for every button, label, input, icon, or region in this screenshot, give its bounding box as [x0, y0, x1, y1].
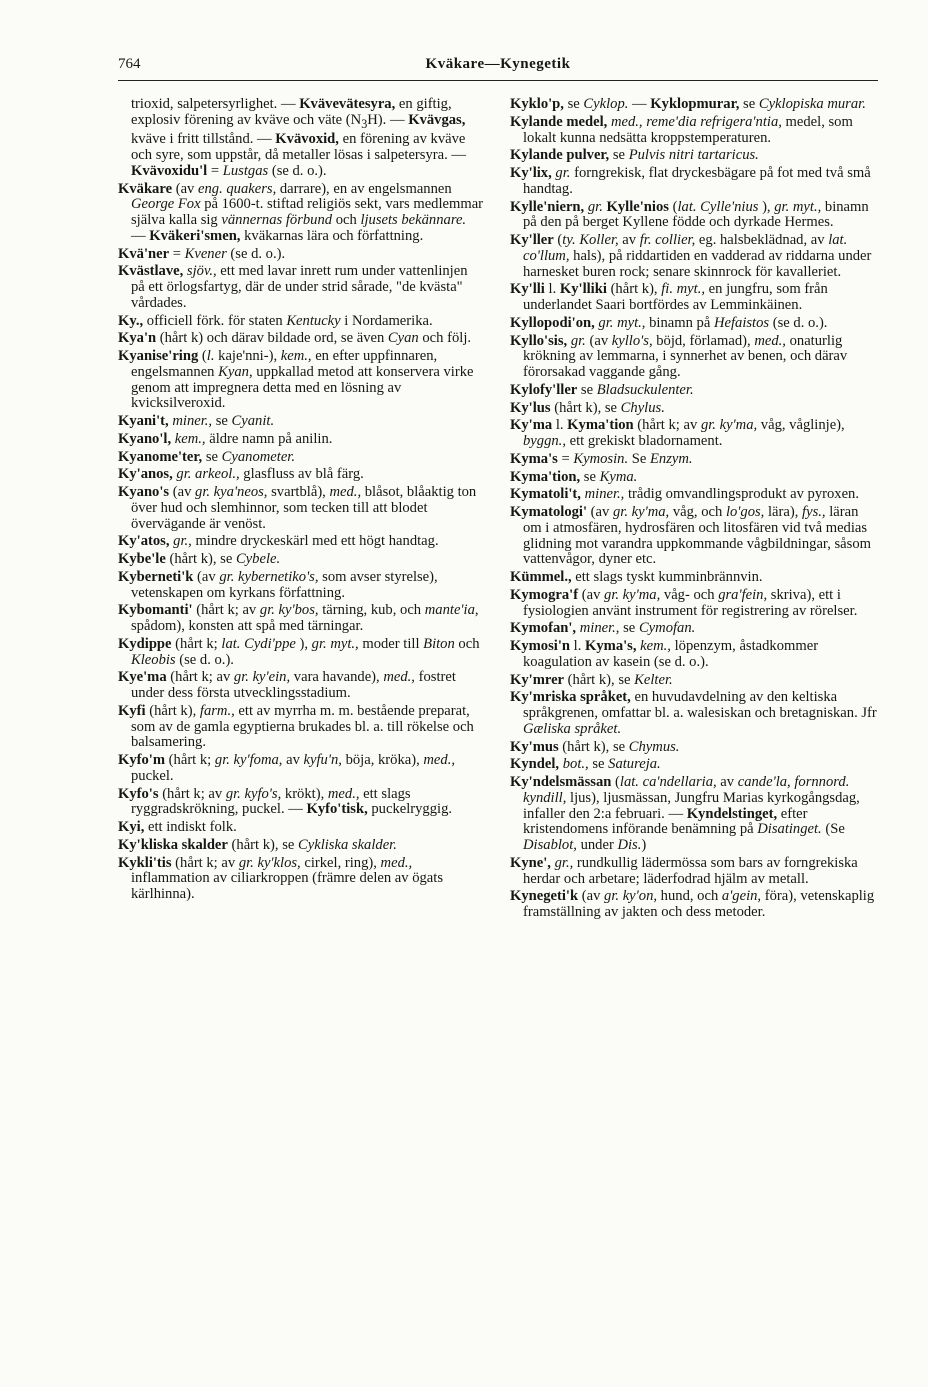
italic-term: bot., — [562, 756, 589, 773]
headword: Kümmel., — [510, 569, 572, 585]
headword: Kybomanti' — [118, 602, 193, 619]
dictionary-entry: Kväkare (av eng. quakers, darrare), en av engelsmannen George Fox på 1600-t. stiftad religiös sekt, vars medlemmar själva kalla sig vännernas förbund och ljusets bekännare. — Kväkeri'smen, kväkarnas lära och författning. — [118, 180, 484, 244]
page-number: 764 — [118, 56, 141, 72]
italic-term: med., — [383, 669, 415, 686]
italic-term: Kentucky — [286, 312, 341, 329]
headword: Kyndel, — [510, 756, 560, 773]
italic-term: med., — [327, 785, 360, 802]
headword: Kyfi — [118, 702, 146, 719]
headword: Kymofan', — [510, 620, 577, 637]
italic-term: lat. ca'ndellaria, — [619, 774, 717, 790]
italic-term: Dis. — [617, 837, 642, 853]
dictionary-entry: Kyfo'm (hårt k; gr. ky'foma, av kyfu'n, böja, kröka), med., puckel. — [118, 752, 456, 784]
headword: Kymatoli't, — [510, 486, 581, 503]
headword: Kvävoxidu'l — [131, 162, 208, 179]
headword: Kymosi'n — [510, 638, 571, 654]
headword: Ky'lliki — [559, 281, 607, 298]
italic-term: mante'ia, — [424, 602, 479, 619]
headword: Kyma's, — [585, 638, 637, 654]
headword: Ky'atos, — [118, 533, 170, 550]
italic-term: gr. arkeol., — [176, 466, 240, 483]
dictionary-entry: Kyanome'ter, se Cyanometer. — [118, 448, 296, 465]
italic-term: farm., — [199, 702, 235, 719]
page-header — [118, 56, 878, 81]
headword: Ky'mus — [510, 738, 559, 755]
dictionary-entry: Kymatoli't, miner., trådig omvandlingsprodukt av pyroxen. — [510, 486, 860, 503]
italic-term: med., — [754, 332, 786, 349]
italic-term: gr. ky'foma, — [214, 752, 283, 769]
headword: Kyma'tion — [567, 417, 634, 434]
dictionary-entry: Ky'ma l. Kyma'tion (hårt k; av gr. ky'ma, våg, våglinje), byggn., ett grekiskt bladornament. — [510, 417, 845, 449]
italic-term: Gæliska språket. — [523, 720, 622, 737]
headword: Kylande medel, — [510, 113, 608, 130]
italic-term: lat. Cylle'nius — [677, 198, 759, 215]
headword: Kvästlave, — [118, 263, 184, 280]
dictionary-entry: Ky'lli l. Ky'lliki (hårt k), fi. myt., en jungfru, som från underlandet Saari bortfördes av Lemminkäinen. — [510, 281, 828, 313]
headword: Kylofy'ller — [510, 381, 578, 398]
headword: Kyanise'ring — [118, 348, 199, 365]
dictionary-entry: Kykli'tis (hårt k; av gr. ky'klos, cirkel, ring), med., inflammation av ciliarkroppen (främre delen av ögats kärlhinna). — [118, 854, 444, 903]
dictionary-entry: Ky'lix, gr. forngrekisk, flat dryckesbägare på fot med två små handtag. — [510, 165, 871, 197]
dictionary-entry: Kya'n (hårt k) och därav bildade ord, se även Cyan och följ. — [118, 330, 472, 347]
dictionary-entry: trioxid, salpetersyrlighet. — Kvävevätesyra, en giftig, explosiv förening av kväve och väte $(N_3H)$. — Kvävgas, kväve i fritt tillstånd. — Kvävoxid, en förening av kväve och syre, som uppstår, då metaller lösas i salpetersyra. — Kvävoxidu'l = Lustgas (se d. o.). — [131, 96, 466, 179]
italic-term: lo'gos, — [725, 504, 765, 520]
headword: Kyi, — [118, 819, 145, 836]
italic-term: Disablot, — [523, 837, 577, 853]
dictionary-entry: Kyllo'sis, gr. (av kyllo's, böjd, förlamad), med., onaturlig krökning av lemmarna, i synnerhet av benen, och därav förorsakad vaggande gång. — [510, 332, 848, 380]
italic-term: Bladsuckulenter. — [596, 381, 694, 398]
subscript: 3 — [361, 116, 368, 131]
italic-term: gr. — [587, 198, 603, 215]
headword: Kvävgas, — [408, 111, 466, 128]
headword: Kyberneti'k — [118, 568, 194, 585]
italic-term: Cyklopiska murar. — [758, 96, 866, 112]
dictionary-entry: Kümmel., ett slags tyskt kumminbrännvin. — [510, 569, 763, 585]
italic-term: Chymus. — [628, 738, 680, 755]
italic-term: fr. collier, — [639, 232, 696, 248]
dictionary-entry: Kyani't, miner., se Cyanit. — [118, 413, 275, 430]
italic-term: Enzym. — [650, 450, 693, 467]
headword: Kyndelstinget, — [686, 805, 778, 822]
italic-term: Cyan — [387, 330, 419, 347]
headword: Kyma'tion, — [510, 468, 581, 485]
headword: Ky'mrer — [510, 671, 565, 688]
italic-term: Cyanit. — [231, 413, 275, 430]
dictionary-entry: Ky'lus (hårt k), se Chylus. — [510, 399, 665, 416]
left-column — [118, 97, 484, 905]
italic-term: gr. ky'on, — [604, 888, 658, 905]
italic-term: l. — [206, 348, 215, 365]
italic-term: gr. — [570, 332, 586, 349]
headword: Kvävevätesyra, — [299, 96, 396, 112]
italic-term: Satureja. — [608, 756, 661, 773]
italic-term: Kyma. — [599, 468, 638, 485]
headword: Ky'lus — [510, 399, 551, 416]
italic-term: Disatinget. — [757, 821, 822, 838]
dictionary-entry: Kyano's (av gr. kya'neos, svartblå), med., blåsot, blåaktig ton över hud och slemhinnor, som tecken till att blodet övervägande är venöst. — [118, 484, 477, 532]
dictionary-entry: Ky'mrer (hårt k), se Kelter. — [510, 671, 673, 688]
italic-term: sjöv., — [186, 263, 217, 280]
italic-term: gr. ky'ma, — [700, 417, 758, 434]
dictionary-entry: Ky'atos, gr., mindre dryckeskärl med ett högt handtag. — [118, 533, 439, 550]
headword: Kyklo'p, — [510, 96, 564, 112]
headword: Kydippe — [118, 635, 172, 652]
headword: Kylle'nios — [606, 198, 669, 215]
italic-term: gr. kybernetiko's, — [219, 568, 319, 585]
italic-term: gr. ky'bos, — [259, 602, 319, 619]
italic-term: lat. co'llum, — [523, 232, 848, 264]
dictionary-entry: Kymofan', miner., se Cymofan. — [510, 620, 696, 637]
dictionary-entry: Kye'ma (hårt k; av gr. ky'ein, vara havande), med., fostret under dess första utvecklingsstadium. — [118, 669, 456, 702]
italic-term: Pulvis nitri tartaricus. — [628, 147, 759, 164]
italic-term: kem., — [640, 638, 671, 654]
dictionary-entry: Ky'anos, gr. arkeol., glasfluss av blå färg. — [118, 466, 364, 483]
italic-term: med., — [329, 484, 362, 501]
italic-term: gr. kya'neos, — [195, 484, 268, 501]
italic-term: kyfu'n, — [303, 752, 342, 769]
italic-term: Chylus. — [620, 399, 665, 416]
italic-term: Hefaistos — [713, 314, 770, 331]
dictionary-entry: Kyklo'p, se Cyklop. — Kyklopmurar, se Cyklopiska murar. — [510, 96, 866, 112]
headword: Kyklopmurar, — [650, 96, 740, 112]
italic-term: byggn., — [523, 433, 566, 449]
headword: Kykli'tis — [118, 854, 172, 871]
italic-term: Kyan, — [218, 363, 253, 380]
italic-term: ty. Koller, — [562, 232, 619, 248]
headword: Kylande pulver, — [510, 147, 610, 164]
italic-term: med., — [423, 752, 456, 769]
dictionary-entry: Kyi, ett indiskt folk. — [118, 819, 237, 836]
italic-term: Cymofan. — [638, 620, 696, 637]
italic-term: ljusets bekännare. — [360, 212, 467, 229]
headword: Kye'ma — [118, 669, 167, 686]
italic-term: gr., — [173, 533, 192, 550]
dictionary-entry: Ky'mriska språket, en huvudavdelning av den keltiska språkgrenen, omfattar bl. a. walesiskan och bretagniskan. Jfr Gæliska språket. — [510, 689, 877, 737]
headword: Kyma's — [510, 450, 558, 467]
headword: Kynegeti'k — [510, 888, 579, 905]
running-head: Kväkare—Kynegetik — [425, 56, 571, 72]
headword: Kyfo's — [118, 785, 159, 802]
dictionary-entry: Kyne', gr., rundkullig lädermössa som bars av forngrekiska herdar och arbetare; läderfodrad hjälm av metall. — [510, 854, 858, 887]
italic-term: a'gein, — [721, 888, 762, 905]
italic-term: lat. Cydi'ppe — [221, 635, 296, 652]
italic-term: Biton — [423, 635, 455, 652]
dictionary-entry: Kylle'niern, gr. Kylle'nios (lat. Cylle'nius ), gr. myt., binamn på den på berget Kyllene födde och dyrkade Hermes. — [510, 198, 869, 231]
dictionary-entry: Kyanise'ring (l. kaje'nni-), kem., en efter uppfinnaren, engelsmannen Kyan, uppkallad metod att konservera virke genom att impregnera detta med en lösning av kvicksilveroxid. — [118, 348, 474, 412]
headword: Kybe'le — [118, 551, 166, 568]
dictionary-entry: Kylande pulver, se Pulvis nitri tartaricus. — [510, 147, 759, 164]
italic-term: kem., — [174, 430, 206, 447]
dictionary-entry: Kybe'le (hårt k), se Cybele. — [118, 551, 281, 568]
italic-term: vännernas förbund — [221, 212, 333, 229]
dictionary-entry: Kvä'ner = Kvener (se d. o.). — [118, 245, 286, 262]
headword: Ky'lix, — [510, 165, 552, 181]
headword: Kyanome'ter, — [118, 448, 203, 465]
dictionary-entry: Kyfo's (hårt k; av gr. kyfo's, krökt), med., ett slags ryggradskrökning, puckel. — Kyfo'tisk, puckelryggig. — [118, 785, 453, 818]
italic-term: gr. myt., — [598, 314, 646, 331]
italic-term: Kleobis — [131, 651, 176, 668]
italic-term: gr. kyfo's, — [225, 785, 282, 802]
dictionary-entry: Kyndel, bot., se Satureja. — [510, 756, 661, 773]
italic-term: miner., — [172, 413, 213, 430]
italic-term: cande'la, fornnord. kyndill, — [523, 774, 850, 806]
headword: Kyano's — [118, 484, 170, 501]
italic-term: kem., — [280, 348, 312, 365]
dictionary-entry: Ky'ller (ty. Koller, av fr. collier, eg. halsbeklädnad, av lat. co'llum, hals), på riddartiden en vadderad av riddarna under harnesket buren rock; senare skinnrock för kavalleriet. — [510, 232, 872, 280]
italic-term: George Fox — [131, 196, 201, 213]
headword: Ky'anos, — [118, 466, 173, 483]
headword: Kyne', — [510, 854, 551, 871]
headword: Ky'ma — [510, 417, 553, 434]
headword: Kyllo'sis, — [510, 332, 568, 349]
italic-term: Cyanometer. — [221, 448, 296, 465]
dictionary-entry: Kyma'tion, se Kyma. — [510, 468, 638, 485]
headword: Kvä'ner — [118, 245, 170, 262]
italic-term: gr., — [554, 854, 574, 871]
italic-term: Cyklop. — [583, 96, 629, 112]
headword: Ky'ller — [510, 232, 554, 248]
headword: Ky'mriska språket, — [510, 689, 631, 706]
headword: Kyano'l, — [118, 430, 172, 447]
italic-term: kyllo's, — [611, 332, 653, 349]
dictionary-entry: Kyano'l, kem., äldre namn på anilin. — [118, 430, 333, 447]
headword: Ky'kliska skalder — [118, 836, 228, 853]
italic-term: gr. myt., — [311, 635, 359, 652]
italic-term: Lustgas — [222, 162, 269, 179]
italic-term: gr. ky'klos, — [238, 854, 301, 871]
dictionary-entry: Kyberneti'k (av gr. kybernetiko's, som avser styrelse), vetenskapen om kyrkans författning. — [118, 568, 438, 601]
dictionary-entry: Ky., officiell förk. för staten Kentucky i Nordamerika. — [118, 312, 433, 329]
dictionary-entry: Kymogra'f (av gr. ky'ma, våg- och gra'fein, skriva), ett i fysiologien använt instrument för registrering av rörelser. — [510, 586, 858, 619]
italic-term: fys., — [802, 504, 826, 520]
dictionary-entry: Kynegeti'k (av gr. ky'on, hund, och a'gein, föra), vetenskaplig framställning av jakten och dess metoder. — [510, 888, 875, 920]
italic-term: Cybele. — [235, 551, 281, 568]
dictionary-entry: Kyllopodi'on, gr. myt., binamn på Hefaistos (se d. o.). — [510, 314, 828, 331]
italic-term: gr. — [555, 165, 571, 181]
dictionary-entry: Kyfi (hårt k), farm., ett av myrrha m. m. bestående preparat, som av de gamla egyptierna brukades bl. a. till rökelse och balsamering. — [118, 702, 474, 751]
dictionary-entry: Ky'kliska skalder (hårt k), se Cykliska skalder. — [118, 836, 397, 853]
headword: Ky'ndelsmässan — [510, 774, 612, 790]
headword: Kväkeri'smen, — [149, 227, 241, 244]
italic-term: fi. myt., — [661, 281, 706, 298]
headword: Kvävoxid, — [275, 131, 339, 148]
italic-term: gra'fein, — [718, 586, 768, 603]
italic-term: miner., — [579, 620, 620, 637]
italic-term: gr. ky'ma, — [604, 586, 661, 603]
headword: Kyfo'tisk, — [306, 801, 368, 818]
headword: Kyfo'm — [118, 752, 166, 769]
headword: Kymogra'f — [510, 586, 579, 603]
italic-term: gr. ky'ein, — [233, 669, 291, 686]
dictionary-entry: Ky'mus (hårt k), se Chymus. — [510, 738, 680, 755]
italic-term: eng. quakers, — [198, 180, 277, 197]
right-column — [510, 97, 878, 923]
dictionary-entry: Kylande medel, med., reme'dia refrigera'ntia, medel, som lokalt kunna nedsätta kroppstemperaturen. — [510, 113, 853, 146]
italic-term: gr. ky'ma, — [612, 504, 670, 520]
headword: Kväkare — [118, 180, 173, 197]
italic-term: miner., — [584, 486, 625, 503]
dictionary-entry: Kyma's = Kymosin. Se Enzym. — [510, 450, 693, 467]
dictionary-entry: Kvästlave, sjöv., ett med lavar inrett rum under vattenlinjen på ett örlogsfartyg, där de under strid sårade, "de kvästa" vårdades. — [118, 263, 468, 311]
headword: Kyllopodi'on, — [510, 314, 595, 331]
italic-term: med., reme'dia refrigera'ntia, — [610, 113, 782, 130]
dictionary-entry: Ky'ndelsmässan (lat. ca'ndellaria, av cande'la, fornnord. kyndill, ljus), ljusmässan, Jungfru Marias kyrkogångsdag, infaller den 2:a februari. — Kyndelstinget, efter kristendomens införande benämning på Disatinget. (Se Disablot, under Dis.) — [510, 774, 860, 853]
headword: Kymatologi' — [510, 504, 588, 520]
headword: Kyani't, — [118, 413, 169, 430]
italic-term: Kvener — [184, 245, 227, 262]
italic-term: Cykliska skalder. — [298, 836, 397, 853]
headword: Ky'lli — [510, 281, 545, 298]
italic-term: Kymosin. — [573, 450, 629, 467]
italic-term: gr. myt., — [774, 198, 822, 215]
dictionary-entry: Kymosi'n l. Kyma's, kem., löpenzym, åstadkommer koagulation av kasein (se d. o.). — [510, 638, 819, 670]
headword: Ky., — [118, 312, 144, 329]
dictionary-entry: Kydippe (hårt k; lat. Cydi'ppe ), gr. myt., moder till Biton och Kleobis (se d. o.). — [118, 635, 480, 668]
dictionary-entry: Kylofy'ller se Bladsuckulenter. — [510, 381, 694, 398]
headword: Kya'n — [118, 330, 157, 347]
headword: Kylle'niern, — [510, 198, 585, 215]
dictionary-entry: Kybomanti' (hårt k; av gr. ky'bos, tärning, kub, och mante'ia, spådom), konsten att spå med tärningar. — [118, 602, 479, 635]
dictionary-entry: Kymatologi' (av gr. ky'ma, våg, och lo'gos, lära), fys., läran om i atmosfären, hydrosfären och litosfären vid två medias glidning mot varandra uppkommande vågbildningar, såsom vattenvågor, dyner etc. — [510, 504, 871, 568]
italic-term: Kelter. — [634, 671, 673, 688]
italic-term: med., — [380, 854, 413, 871]
